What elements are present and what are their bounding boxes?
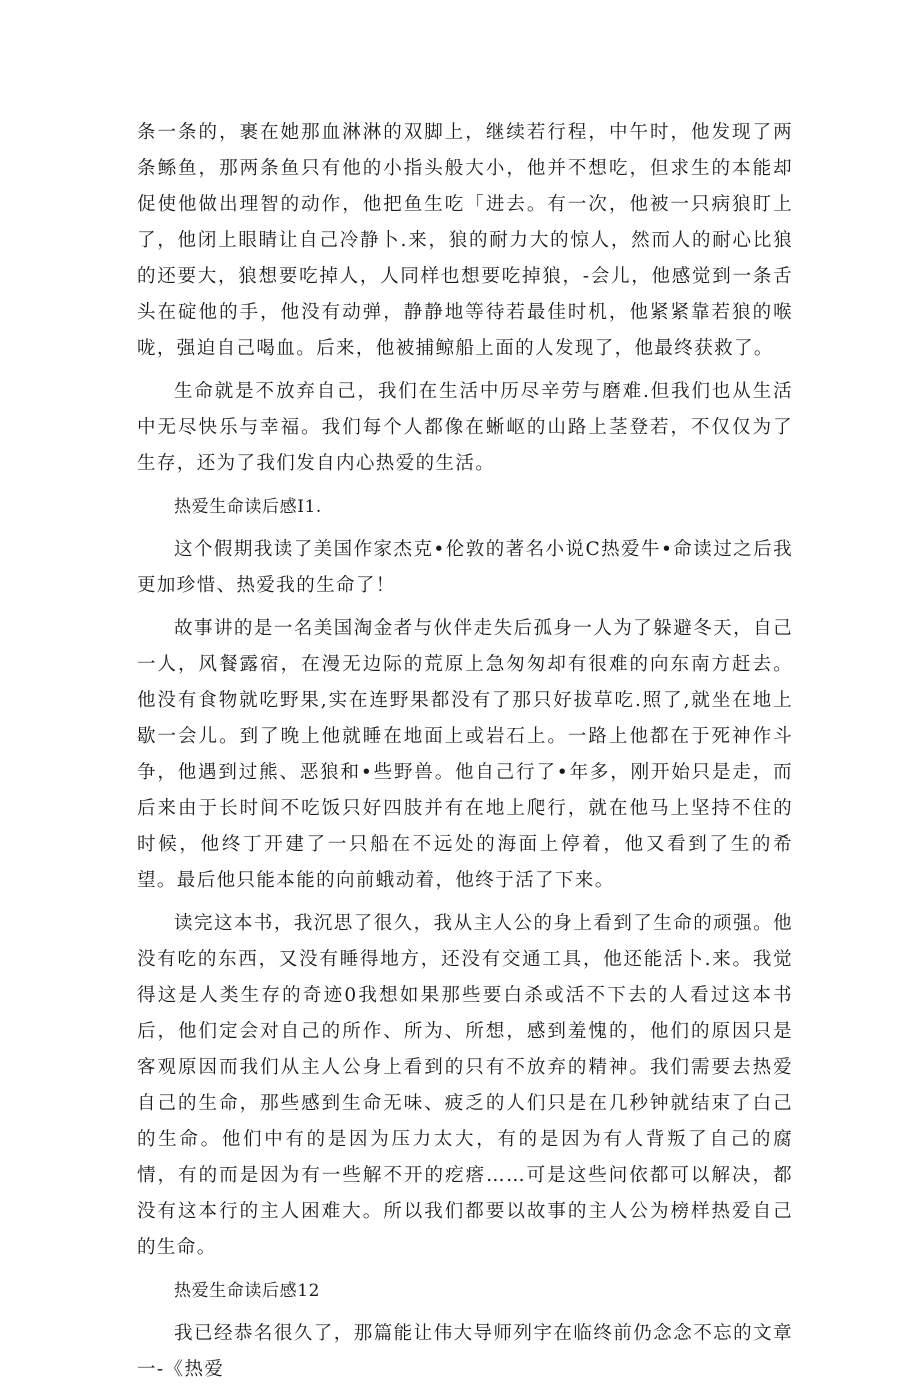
paragraph-continued: 条一条的，裹在她那血淋淋的双脚上，继续若行程，中午时，他发现了两条鲧鱼，那两条鱼只有他的小指头般大小，他并不想吃，但求生的本能却促使他做出理智的动作，他把鱼生吃「进去。有一次，他被一只病狼盯上了，他闭上眼睛让自己冷静卜.来，狼的耐力大的惊人，然而人的耐心比狼的还要大，狼想要吃掉人，人同样也想要吃掉狼，-会儿，他感觉到一条舌头在碇他的手，他没有动弹，静静地等待若最佳时机，他紧紧靠若狼的喉咙，强迫自己喝血。后来，他被捕鲸船上面的人发现了，他最终获救了。 (137, 122, 793, 359)
section-heading: 热爱生命读后感12 (174, 1281, 321, 1301)
paragraph: 生命就是不放弃自己，我们在生活中历尽辛劳与磨难.但我们也从生活中无尽快乐与幸福。我们每个人都像在蜥岖的山路上茎登若，不仅仅为了生存，还为了我们发自内心热爱的生活。 (137, 381, 793, 474)
paragraph: 我已经恭名很久了，那篇能让伟大导师列宇在临终前仍念念不忘的文章一-《热爱 (137, 1323, 793, 1380)
paragraph: 读完这本书，我沉思了很久，我从主人公的身上看到了生命的顽强。他没有吃的东西，又没有睡得地方，还没有交通工具，他还能活卜.来。我觉得这是人类生存的奇迹0我想如果那些要白杀或活不下去的人看过这本书后，他们定会对自己的所作、所为、所想，感到羞愧的，他们的原因只是客观原因而我们从主人公身上看到的只有不放弃的精神。我们需要去热爱自己的生命，那些感到生命无味、疲乏的人们只是在几秒钟就结束了白己的生命。他们中有的是因为压力太大，有的是因为有人背叛了自己的腐情，有的而是因为有一些解不开的疙瘩……可是这些问依都可以解决，都没有这本行的主人困难大。所以我们都要以故事的主人公为榜样热爱自己的生命。 (137, 913, 793, 1258)
document-body (137, 115, 793, 1395)
section-heading: 热爱生命读后感I1. (174, 497, 322, 517)
paragraph: 故事讲的是一名美国淘金者与伙伴走失后孤身一人为了躲避冬天，自己一人，风餐露宿，在漫无边际的荒原上急匆匆却有很难的向东南方赶去。他没有食物就吃野果,实在连野果都没有了那只好拔草吃.照了,就坐在地上歇一会儿。到了晚上他就睡在地面上或岩石上。一路上他都在于死神作斗争，他遇到过熊、恶狼和•些野兽。他自己行了•年多，刚开始只是走，而后来由于长时间不吃饭只好四肢并有在地上爬行，就在他马上坚持不住的时候，他终丁开建了一只船在不远处的海面上停着，他又看到了生的希望。最后他只能本能的向前蛾动着，他终于活了下来。 (137, 618, 793, 891)
paragraph: 这个假期我读了美国作家杰克•伦敦的著名小说C热爱牛•命读过之后我更加珍惜、热爱我的生命了！ (137, 539, 793, 596)
